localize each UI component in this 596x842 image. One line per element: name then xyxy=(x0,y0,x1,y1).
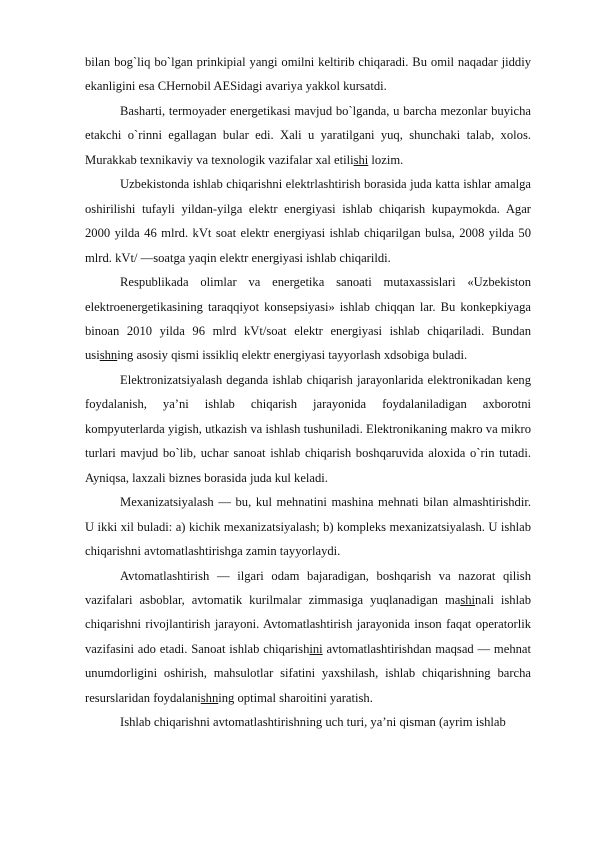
text-span: Mexanizatsiyalash — bu, kul mehnatini mashina mehnati bilan almashtirishdir. U ikki xil buladi: a) kichik mexanizatsiyalash; b) kompleks mexanizatsiyalash. U ishlab chiqarishni avtomatlashtirishga zamin tayyorlaydi. xyxy=(85,495,531,559)
text-span: Respublikada olimlar va energetika sanoati mutaxassislari «Uzbekiston elektroenergetikasining taraqqiyot konsepsiyasi» ishlab chiqqan lar. Bu konkepkiyaga binoan 2010 yilda 96 mlrd kVt/soat elektr energiyasi ishlab chiqariladi. Bundan usi xyxy=(85,275,531,363)
text-span: Uzbekistonda ishlab chiqarishni elektrlashtirish borasida juda katta ishlar amalga oshirilishi tufayli yildan-yilga elektr energiyasi ishlab chiqarish kupaymokda. Agar 2000 yilda 46 mlrd. kVt soat elektr energiyasi ishlab chiqarilgan bulsa, 2008 yilda 50 mlrd. kVt/ —soatga yaqin elektr energiyasi ishlab chiqarildi. xyxy=(85,177,531,265)
text-span: ing asosiy qismi issikliq elektr energiyasi tayyorlash xdsobiga buladi. xyxy=(117,348,468,363)
text-span: bilan bog`liq bo`lgan prinkipial yangi omilni keltirib chiqaradi. Bu omil naqadar jiddiy ekanligini esa CHernobil AESidagi avariya yakkol kursatdi. xyxy=(85,55,531,94)
underlined-text-span: shn xyxy=(99,348,118,363)
document-page xyxy=(85,50,531,735)
paragraph-4 xyxy=(85,270,531,368)
paragraph-7 xyxy=(85,564,531,711)
paragraph-1 xyxy=(85,50,531,99)
text-span: Avtomatlashtirish — ilgari odam bajaradigan, boshqarish va nazorat qilish vazifalari asboblar, avtomatik kurilmalar zimmasiga yuqlanadigan ma xyxy=(85,568,531,607)
paragraph-8 xyxy=(85,710,531,734)
paragraph-5 xyxy=(85,368,531,490)
text-span: lozim. xyxy=(368,152,404,167)
text-span: Ishlab chiqarishni avtomatlashtirishning uch turi, ya’ni qisman (ayrim ishlab xyxy=(120,715,506,730)
paragraph-3 xyxy=(85,172,531,270)
paragraph-6 xyxy=(85,490,531,563)
underlined-text-span: shn xyxy=(200,690,219,705)
text-span: nali ishlab chiqarishni rivojlantirish jarayoni. Avtomatlashtirish jarayonida inson faqat operatorlik vazifasini ado etadi. Sanoat ishlab chiqarish xyxy=(85,592,531,656)
text-span: avtomatlashtirishdan maqsad — mehnat unumdorligini oshirish, mahsulotlar sifatini yaxshilash, ishlab chiqarishning barcha resurslaridan foydalani xyxy=(85,641,531,705)
text-span: ing optimal sharoitini yaratish. xyxy=(218,690,373,705)
paragraph-2 xyxy=(85,99,531,172)
underlined-text-span: shi xyxy=(460,592,476,607)
text-span: Elektronizatsiyalash deganda ishlab chiqarish jarayonlarida elektronikadan keng foydalanish, ya’ni ishlab chiqarish jarayonida foydalaniladigan axborotni kompyuterlarda yigish, utkazish va ishlash tushuniladi. Elektronikaning makro va mikro turlari mavjud bo`lib, uchar sanoat ishlab chiqarish boshqaruvida aloxida o`rin tutadi. Ayniqsa, laxzali biznes borasida juda kul keladi. xyxy=(85,372,531,485)
underlined-text-span: ini xyxy=(309,641,323,656)
text-span: Basharti, termoyader energetikasi mavjud bo`lganda, u barcha mezonlar buyicha etakchi o`rinni egallagan bular edi. Xali u yaratilgani yuq, shunchaki talab, xolos. Murakkab texnikaviy va texnologik vazifalar xal etili xyxy=(85,103,531,167)
underlined-text-span: shi xyxy=(353,152,369,167)
